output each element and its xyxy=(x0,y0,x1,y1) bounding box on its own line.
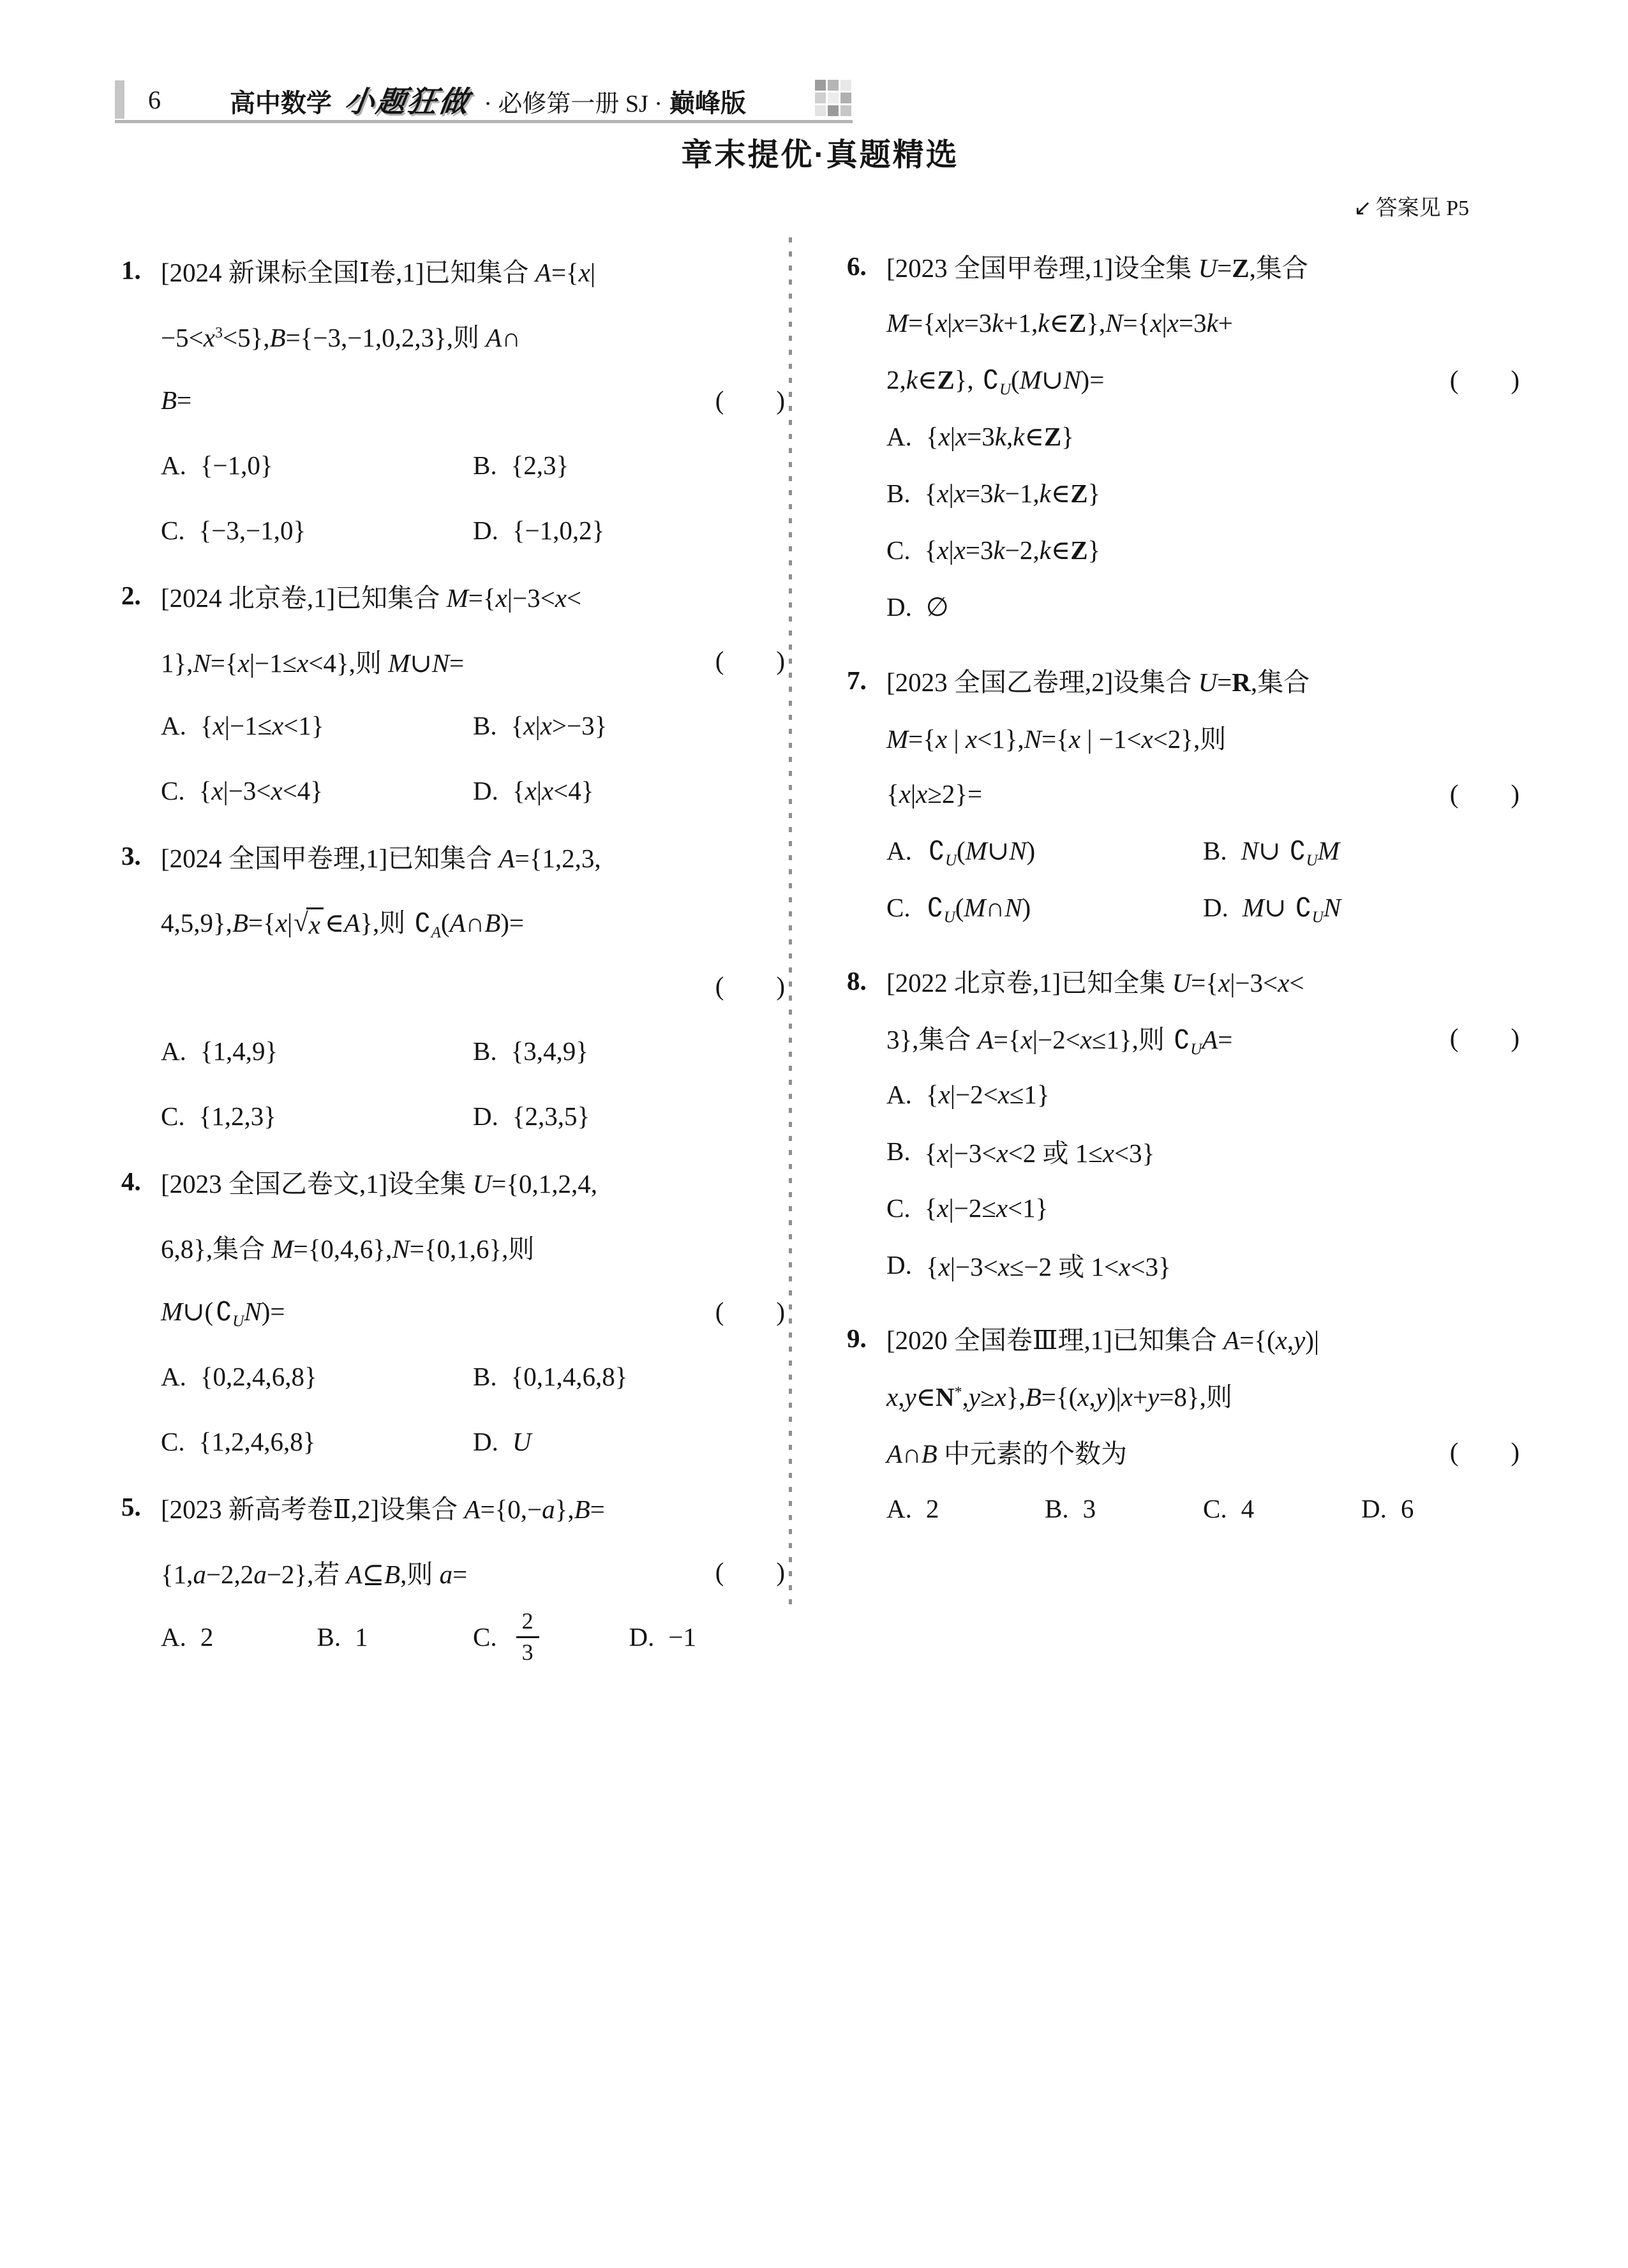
options-grid xyxy=(886,1066,1520,1293)
checker-grid-icon xyxy=(815,80,851,116)
option-C xyxy=(473,1604,629,1669)
answer-blank-parentheses: ( ) xyxy=(715,1297,785,1326)
option-label: D. xyxy=(473,516,498,545)
problem-number: 6. xyxy=(847,251,867,281)
option-D: D. ∅ xyxy=(886,592,949,622)
problem-line: M={x | x<1},N={x | −1<x<2},则 xyxy=(886,724,1227,754)
problem-5 xyxy=(121,1474,785,1669)
option-label: D. xyxy=(473,1427,498,1456)
problem-3 xyxy=(121,823,785,1149)
option-B: B. {3,4,9} xyxy=(473,1036,588,1066)
option-label: B. xyxy=(473,1362,497,1391)
problem-1 xyxy=(121,237,785,563)
problem-9 xyxy=(847,1309,1520,1537)
problem-number: 5. xyxy=(121,1492,141,1521)
option-C: C. {−3,−1,0} xyxy=(161,516,306,545)
option-A: A. {−1,0} xyxy=(161,451,273,480)
answer-arrow-icon: ↙ xyxy=(1354,195,1372,221)
problem-line: {1,a−2,2a−2},若 A⊆B,则 a= ( ) xyxy=(161,1557,785,1589)
problem-number: 4. xyxy=(121,1167,141,1196)
problem-number: 2. xyxy=(121,581,141,610)
option-A: A. 2 xyxy=(161,1622,214,1652)
option-D: D. {x|−3<x≤−2 或 1<x<3} xyxy=(886,1250,1171,1281)
option-A: A. {x|−1≤x<1} xyxy=(161,711,324,740)
option-B: B. {0,1,4,6,8} xyxy=(473,1362,628,1391)
option-D: D. M∪ $∁_UN$ xyxy=(1203,892,1341,926)
problem-number: 3. xyxy=(121,841,141,870)
checker-cell xyxy=(828,80,839,91)
checker-cell xyxy=(815,93,826,103)
option-label: D. xyxy=(886,1250,912,1279)
options-grid xyxy=(161,1018,785,1149)
problem-number: 8. xyxy=(847,966,867,996)
option-label: B. xyxy=(1045,1493,1069,1523)
problems-column-left xyxy=(121,237,785,1669)
answer-blank-parentheses: ( ) xyxy=(715,971,785,1001)
option-label: A. xyxy=(161,711,186,740)
answer-blank-parentheses: ( ) xyxy=(1449,1436,1520,1466)
answer-blank-parentheses: ( ) xyxy=(1449,779,1520,809)
problems-column-right xyxy=(792,237,1520,1553)
option-label: A. xyxy=(161,1362,186,1391)
options-grid xyxy=(886,1480,1520,1537)
checker-cell xyxy=(840,105,851,116)
problem-line xyxy=(161,953,785,1018)
option-C: C. {x|−2≤x<1} xyxy=(886,1193,1049,1223)
option-D: D. U xyxy=(473,1427,532,1456)
option-A: A. {0,2,4,6,8} xyxy=(161,1362,317,1391)
answer-blank-parentheses: ( ) xyxy=(715,1557,785,1586)
option-label: C. xyxy=(886,1193,911,1223)
problem-line: 4,5,9},B={x| √ x ∈A},则 $∁_A(A\cap B)=$ xyxy=(161,907,525,941)
problem-4 xyxy=(121,1149,785,1474)
option-A: A. 2 xyxy=(886,1493,939,1523)
option-label: C. xyxy=(1203,1493,1227,1523)
answer-blank-parentheses: ( ) xyxy=(1449,1022,1520,1052)
option-label: D. xyxy=(1203,892,1228,922)
option-label: C. xyxy=(473,1622,497,1652)
problem-8 xyxy=(847,952,1520,1293)
option-label: C. xyxy=(161,1101,185,1131)
problem-number: 9. xyxy=(847,1323,867,1353)
option-label: C. xyxy=(161,1427,185,1456)
section-title: 章末提优·真题精选 xyxy=(681,138,959,172)
answer-blank-parentheses: ( ) xyxy=(715,385,785,415)
problem-line: {x|x≥2}= ( ) xyxy=(886,779,1520,809)
option-label: B. xyxy=(473,711,497,740)
problem-line: B= ( ) xyxy=(161,385,785,415)
series-logo: 小题狂做 xyxy=(342,85,473,118)
option-label: C. xyxy=(161,776,185,805)
options-grid xyxy=(161,693,785,823)
option-D: D. 6 xyxy=(1361,1493,1414,1523)
problem-line: [2024 新课标全国Ⅰ卷,1]已知集合 A={x| xyxy=(161,257,596,287)
options-grid xyxy=(886,822,1520,936)
problem-line: 6,8},集合 M={0,4,6},N={0,1,6},则 xyxy=(161,1234,535,1264)
problem-line: [2022 北京卷,1]已知全集 U={x|−3<x< xyxy=(886,968,1304,997)
problem-line: 3},集合 A={x|−2<x≤1},则 $∁_UA=$ ( ) xyxy=(886,1022,1520,1058)
option-label: B. xyxy=(473,451,497,480)
option-A: A. {x|−2<x≤1} xyxy=(886,1079,1050,1109)
checker-cell xyxy=(840,93,851,103)
checker-cell xyxy=(828,93,839,103)
two-column-content xyxy=(121,237,1520,1669)
problem-line: 1},N={x|−1≤x<4},则 M∪N= ( ) xyxy=(161,646,785,678)
problem-line: 2,k∈Z}, $∁_U(M\cup N)=$ ( ) xyxy=(886,364,1520,398)
problem-line: $-5<x^3<5\},B=\{-3,-1,0,2,3\}$,则 A∩ xyxy=(161,322,521,352)
options-grid xyxy=(161,433,785,563)
option-D: D. {−1,0,2} xyxy=(473,516,605,545)
option-label: D. xyxy=(629,1622,655,1652)
problem-line: [2023 全国乙卷文,1]设全集 U={0,1,2,4, xyxy=(161,1168,597,1198)
option-B: B. {x|x=3k−1,k∈Z} xyxy=(886,478,1101,508)
series-name: 高中数学 xyxy=(229,89,332,117)
options-grid xyxy=(161,1344,785,1474)
page-number-tab xyxy=(115,80,124,119)
fraction: $\frac{2}{3}$ xyxy=(516,1608,539,1666)
problem-2 xyxy=(121,563,785,823)
option-label: C. xyxy=(886,892,911,922)
option-A: A. $∁_U(M\cup N)$ xyxy=(886,835,1036,869)
answer-blank-parentheses: ( ) xyxy=(1449,364,1520,394)
option-label: C. xyxy=(161,516,185,545)
option-B: B. {x|x>−3} xyxy=(473,711,608,740)
options-grid xyxy=(886,408,1520,635)
option-label: A. xyxy=(161,1622,186,1652)
series-edition: 巅峰版 xyxy=(669,89,747,117)
option-B: B. 3 xyxy=(1045,1493,1096,1523)
option-label: B. xyxy=(1203,835,1227,865)
problem-line: A∩B 中元素的个数为 ( ) xyxy=(886,1436,1520,1468)
option-C: C. {x|−3<x<4} xyxy=(161,776,323,805)
problem-line: [2023 全国乙卷理,2]设集合 U=R,集合 xyxy=(886,668,1310,697)
problem-6 xyxy=(847,237,1520,635)
option-label: D. xyxy=(473,776,498,805)
option-label: A. xyxy=(886,1079,912,1109)
option-B: B. N∪ $∁_UM$ xyxy=(1203,835,1340,869)
option-C: C. 4 xyxy=(1203,1493,1255,1523)
option-label: A. xyxy=(886,835,912,865)
option-C: C. {x|x=3k−2,k∈Z} xyxy=(886,535,1101,565)
option-label: A. xyxy=(886,421,912,451)
problem-line: $M\cup(∁_UN)=$ ( ) xyxy=(161,1296,785,1330)
checker-cell xyxy=(840,80,851,91)
problem-number: 1. xyxy=(121,255,141,285)
checker-cell xyxy=(815,105,826,116)
options-grid xyxy=(161,1604,785,1669)
problem-line: x,y∈N*,y≥x},B={(x,y)|x+y=8},则 xyxy=(886,1382,1232,1412)
answer-reference xyxy=(121,190,1469,221)
option-D: D. −1 xyxy=(629,1622,696,1652)
page-header xyxy=(115,79,853,123)
option-label: D. xyxy=(886,592,912,622)
option-C: C. {1,2,3} xyxy=(161,1101,276,1131)
option-label: B. xyxy=(886,478,911,508)
option-label: B. xyxy=(473,1036,497,1066)
option-B: B. {2,3} xyxy=(473,451,569,480)
option-D: D. {2,3,5} xyxy=(473,1101,590,1131)
option-B: B. 1 xyxy=(317,1622,368,1652)
problem-line: [2020 全国卷Ⅲ理,1]已知集合 A={(x,y)| xyxy=(886,1325,1320,1355)
option-label: A. xyxy=(886,1493,912,1523)
option-A: A. {1,4,9} xyxy=(161,1036,278,1066)
header-title xyxy=(161,78,815,121)
problem-line: [2023 新高考卷Ⅱ,2]设集合 A={0,−a},B= xyxy=(161,1494,605,1524)
option-label: D. xyxy=(473,1101,498,1131)
problem-line: [2024 全国甲卷理,1]已知集合 A={1,2,3, xyxy=(161,843,601,873)
option-D: D. {x|x<4} xyxy=(473,776,594,805)
problem-line: M={x|x=3k+1,k∈Z},N={x|x=3k+ xyxy=(886,308,1233,338)
series-subtitle: · 必修第一册 SJ · xyxy=(484,91,662,117)
answer-reference-text: 答案见 P5 xyxy=(1375,197,1469,220)
problem-line: [2024 北京卷,1]已知集合 M={x|−3<x< xyxy=(161,583,582,613)
square-root: √ x xyxy=(294,907,324,940)
problem-number: 7. xyxy=(847,665,867,695)
option-B: B. {x|−3<x<2 或 1≤x<3} xyxy=(886,1136,1155,1168)
option-label: A. xyxy=(161,1036,186,1066)
option-label: D. xyxy=(1361,1493,1387,1523)
option-C: C. $∁_U(M\cap N)$ xyxy=(886,892,1031,926)
checker-cell xyxy=(828,105,839,116)
checker-cell xyxy=(815,80,826,91)
problem-7 xyxy=(847,652,1520,936)
option-label: B. xyxy=(886,1136,911,1166)
option-label: C. xyxy=(886,535,911,565)
option-A: A. {x|x=3k,k∈Z} xyxy=(886,421,1074,451)
option-C: C. {1,2,4,6,8} xyxy=(161,1427,316,1456)
option-label: B. xyxy=(317,1622,341,1652)
answer-blank-parentheses: ( ) xyxy=(715,646,785,675)
option-label: A. xyxy=(161,451,186,480)
problem-line: [2023 全国甲卷理,1]设全集 U=Z,集合 xyxy=(886,253,1308,283)
page-number: 6 xyxy=(148,85,161,114)
